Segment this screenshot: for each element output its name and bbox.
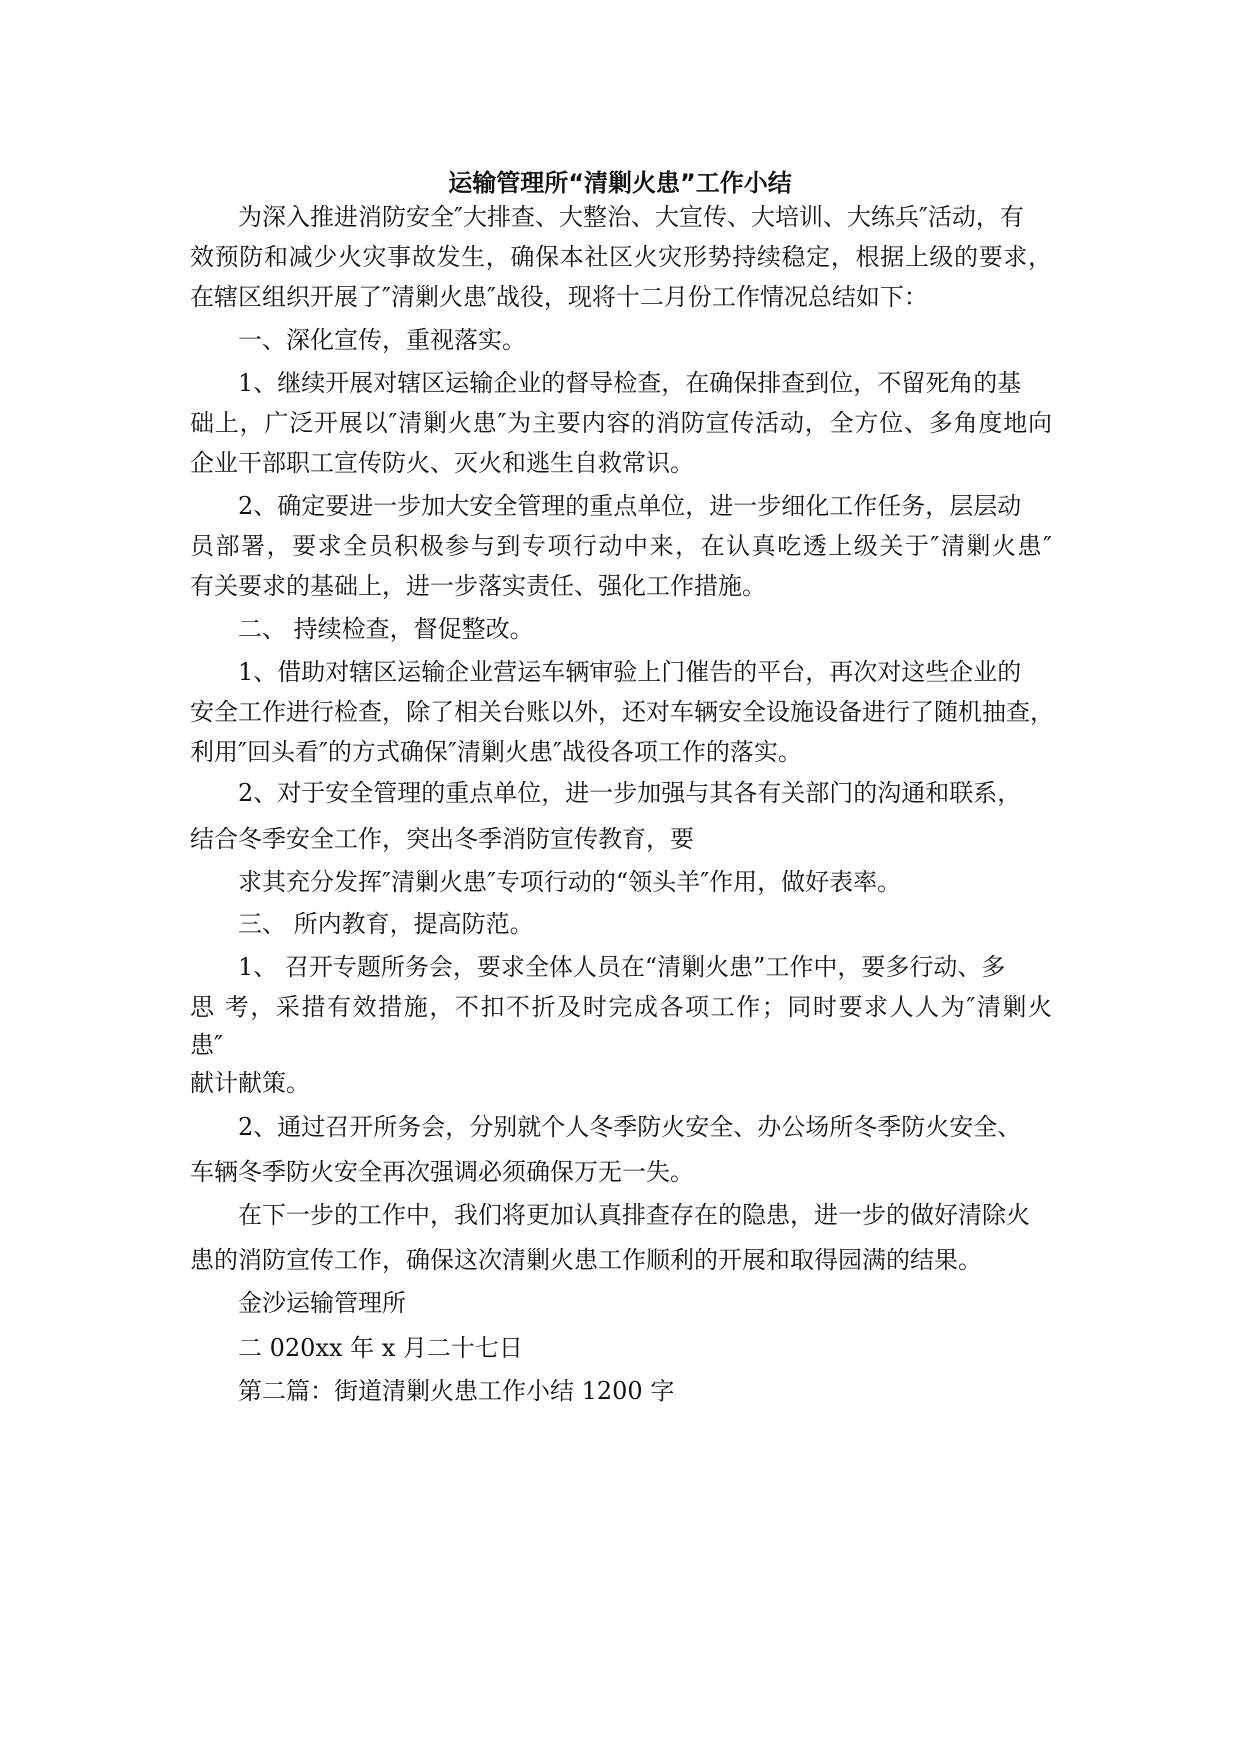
document-title: 运输管理所“清剿火患”工作小结 [448, 169, 792, 197]
paragraph-line: 2、对于安全管理的重点单位，进一步加强与其各有关部门的沟通和联系， [238, 779, 1022, 807]
paragraph-line: 1、继续开展对辖区运输企业的督导检查，在确保排查到位，不留死角的基 [238, 369, 1022, 397]
paragraph-line: 在下一步的工作中，我们将更加认真排查存在的隐患，进一步的做好清除火 [238, 1201, 1030, 1229]
paragraph-line: 患的消防宣传工作，确保这次清剿火患工作顺利的开展和取得园满的结果。 [190, 1246, 982, 1274]
paragraph-line: 求其充分发挥″清剿火患″专项行动的“领头羊″作用，做好表率。 [238, 868, 902, 896]
paragraph-line: 利用″回头看″的方式确保″清剿火患″战役各项工作的落实。 [190, 738, 802, 766]
section-heading: 二、 持续检查，督促整改。 [238, 615, 534, 643]
paragraph-line: 思 考，采措有效措施，不扣不折及时完成各项工作；同时要求人人为″清剿火 [190, 993, 1052, 1021]
paragraph-line: 为深入推进消防安全″大排查、大整治、大宣传、大培训、大练兵″活动，有 [238, 203, 1024, 231]
paragraph-line: 1、借助对辖区运输企业营运车辆审验上门催告的平台，再次对这些企业的 [238, 658, 1022, 686]
paragraph-line: 车辆冬季防火安全再次强调必须确保万无一失。 [190, 1158, 694, 1186]
paragraph-line: 础上，广泛开展以″清剿火患″为主要内容的消防宣传活动，全方位、多角度地向 [190, 409, 1052, 437]
paragraph-line: 在辖区组织开展了″清剿火患″战役，现将十二月份工作情况总结如下： [190, 283, 928, 311]
paragraph-line: 1、 召开专题所务会，要求全体人员在“清剿火患”工作中，要多行动、多 [238, 953, 1006, 981]
paragraph-line: 结合冬季安全工作，突出冬季消防宣传教育，要 [190, 825, 694, 853]
paragraph-line: 2、确定要进一步加大安全管理的重点单位，进一步细化工作任务，层层动 [238, 492, 1022, 520]
section-heading: 三、 所内教育，提高防范。 [238, 910, 534, 938]
section-heading: 一、深化宣传，重视落实。 [238, 326, 526, 354]
paragraph-line: 效预防和减少火灾事故发生，确保本社区火灾形势持续稳定，根据上级的要求， [190, 243, 1052, 271]
signature-date: 二 020xx 年 x 月二十七日 [238, 1334, 523, 1362]
paragraph-line: 患″ [190, 1031, 223, 1059]
paragraph-line: 安全工作进行检查，除了相关台账以外，还对车辆安全设施设备进行了随机抽查， [190, 698, 1054, 726]
paragraph-line: 献计献策。 [190, 1069, 310, 1097]
paragraph-line: 企业干部职工宣传防火、灭火和逃生自救常识。 [190, 449, 694, 477]
paragraph-line: 2、通过召开所务会，分别就个人冬季防火安全、办公场所冬季防火安全、 [238, 1113, 1022, 1141]
paragraph-line: 员部署，要求全员积极参与到专项行动中来，在认真吃透上级关于″清剿火患″ [190, 532, 1052, 560]
paragraph-line: 有关要求的基础上，进一步落实责任、强化工作措施。 [190, 572, 766, 600]
next-article-heading: 第二篇：街道清剿火患工作小结 1200 字 [238, 1377, 675, 1405]
signature-org: 金沙运输管理所 [238, 1289, 406, 1317]
